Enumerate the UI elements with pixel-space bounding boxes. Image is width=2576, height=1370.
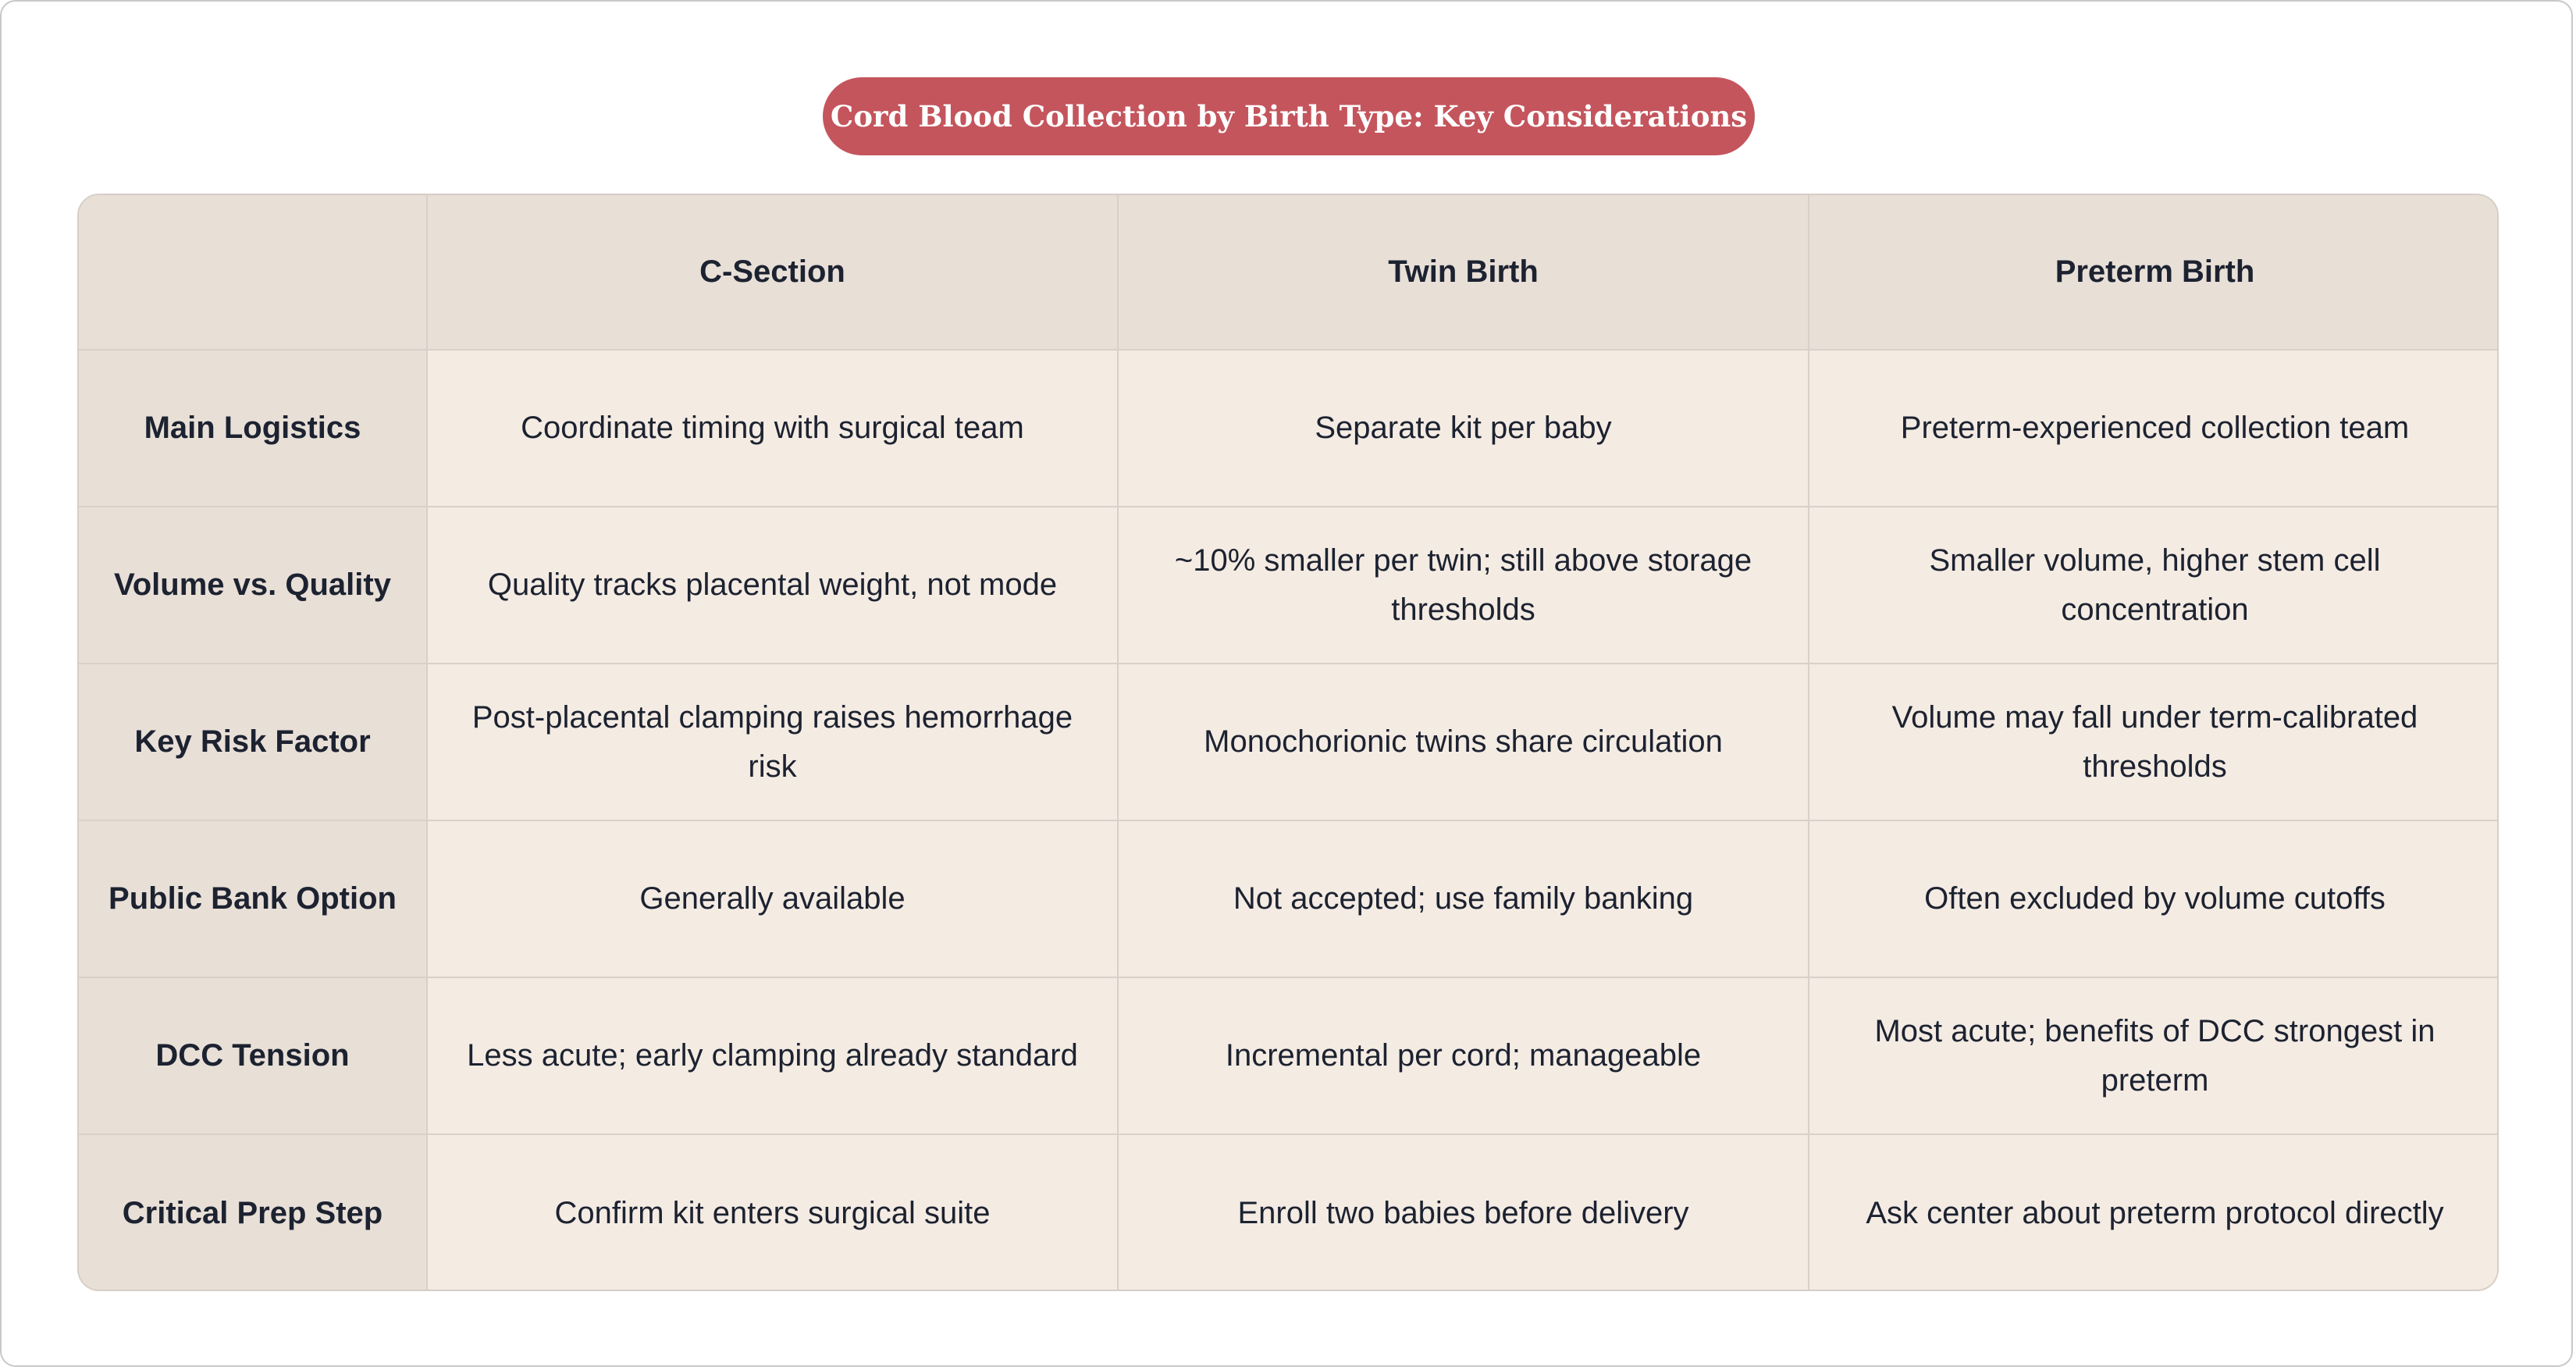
table-cell: Incremental per cord; manageable	[1118, 977, 1809, 1134]
table-cell: Often excluded by volume cutoffs	[1809, 820, 2499, 977]
page-title: Cord Blood Collection by Birth Type: Key Considerations	[823, 77, 1755, 155]
table-row	[79, 507, 2499, 664]
table-row	[79, 664, 2499, 820]
table-cell: Post-placental clamping raises hemorrhage risk	[427, 664, 1118, 820]
column-header-preterm-birth: Preterm Birth	[1809, 195, 2499, 350]
row-header: Key Risk Factor	[79, 664, 427, 820]
table-cell: Less acute; early clamping already standard	[427, 977, 1118, 1134]
table-cell: Confirm kit enters surgical suite	[427, 1134, 1118, 1291]
row-header: Critical Prep Step	[79, 1134, 427, 1291]
comparison-grid	[79, 195, 2499, 1291]
table-cell: ~10% smaller per twin; still above storage thresholds	[1118, 507, 1809, 664]
table-cell: Enroll two babies before delivery	[1118, 1134, 1809, 1291]
table-cell: Smaller volume, higher stem cell concentration	[1809, 507, 2499, 664]
table-cell: Volume may fall under term-calibrated thresholds	[1809, 664, 2499, 820]
table-cell: Quality tracks placental weight, not mode	[427, 507, 1118, 664]
table-row	[79, 977, 2499, 1134]
row-header: Main Logistics	[79, 350, 427, 507]
column-header-twin-birth: Twin Birth	[1118, 195, 1809, 350]
table-row	[79, 350, 2499, 507]
header-row	[79, 195, 2499, 350]
row-header: Volume vs. Quality	[79, 507, 427, 664]
table-row	[79, 1134, 2499, 1291]
table-cell: Monochorionic twins share circulation	[1118, 664, 1809, 820]
table-cell: Ask center about preterm protocol directly	[1809, 1134, 2499, 1291]
table-cell: Not accepted; use family banking	[1118, 820, 1809, 977]
column-header-c-section: C-Section	[427, 195, 1118, 350]
table-cell: Generally available	[427, 820, 1118, 977]
table-cell: Preterm-experienced collection team	[1809, 350, 2499, 507]
row-header: Public Bank Option	[79, 820, 427, 977]
corner-cell	[79, 195, 427, 350]
table-row	[79, 820, 2499, 977]
table-cell: Separate kit per baby	[1118, 350, 1809, 507]
row-header: DCC Tension	[79, 977, 427, 1134]
table-cell: Coordinate timing with surgical team	[427, 350, 1118, 507]
table-cell: Most acute; benefits of DCC strongest in preterm	[1809, 977, 2499, 1134]
comparison-table	[77, 194, 2499, 1291]
